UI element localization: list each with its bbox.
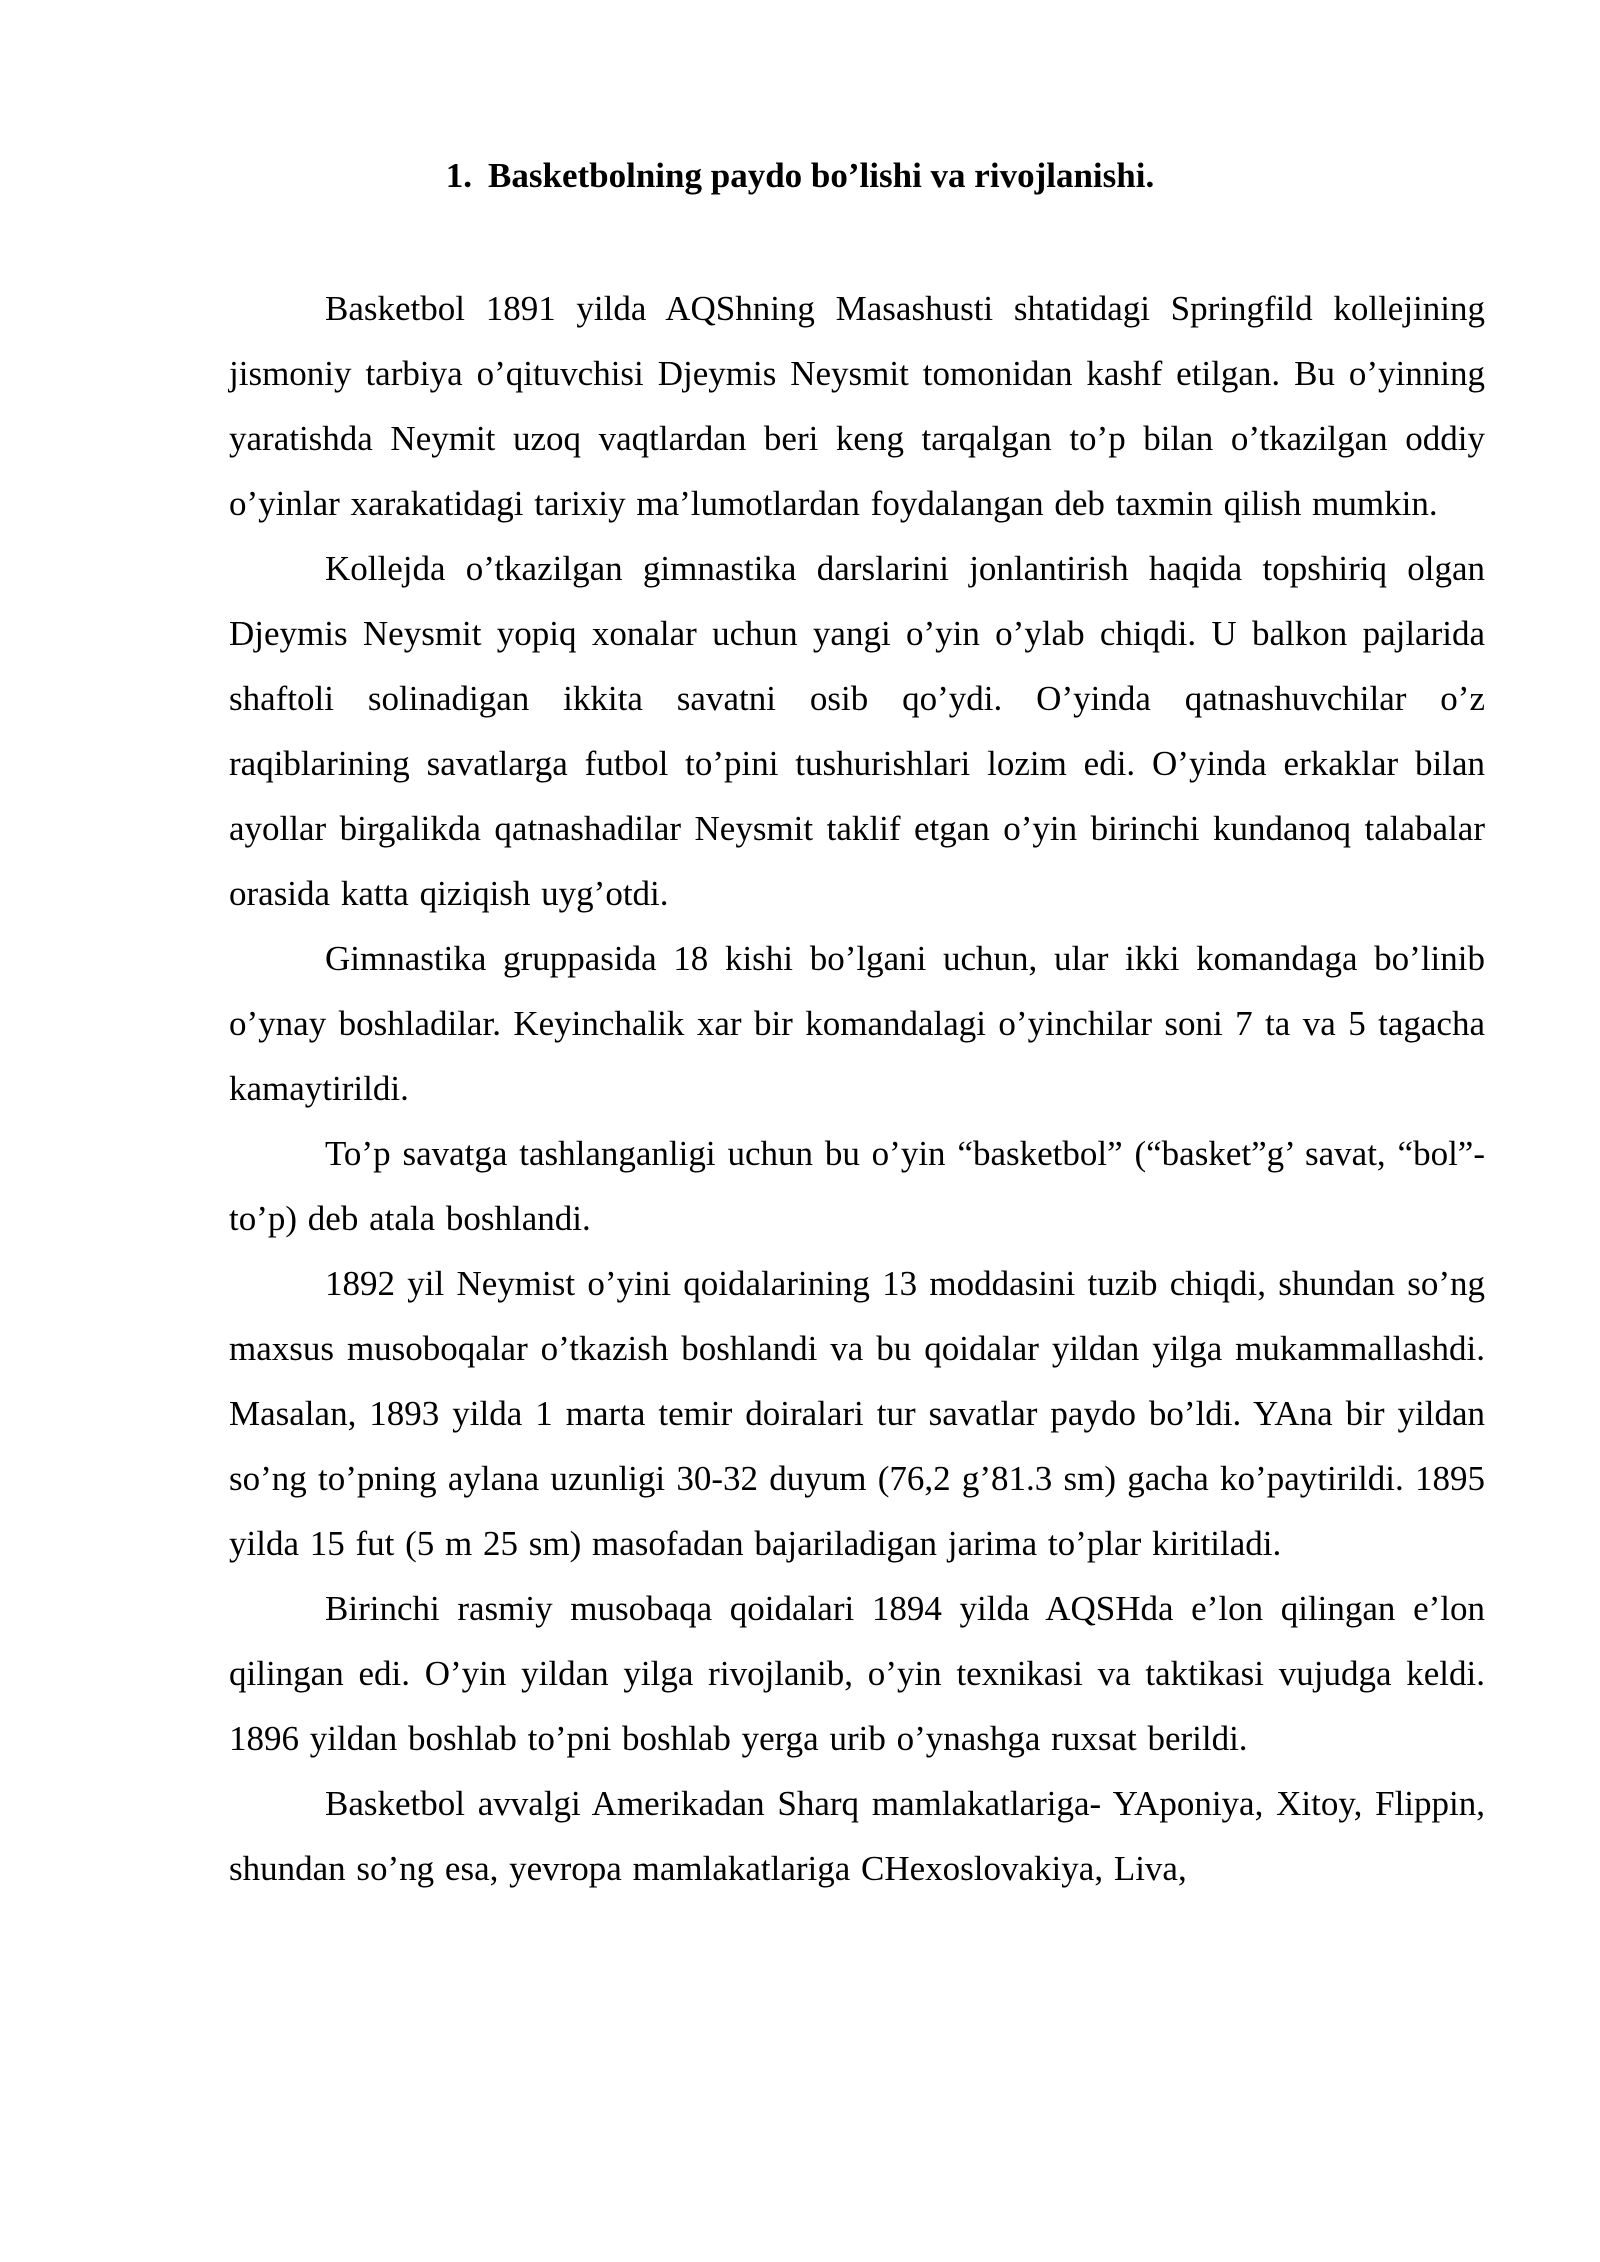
section-number: 1. bbox=[445, 156, 473, 195]
paragraph: Kollejda o’tkazilgan gimnastika darslarini jonlantirish haqida topshiriq olgan Djeymis Neysmit yopiq xonalar uchun yangi o’yin o’ylab chiqdi. U balkon pajlarida shaftoli solinadigan ikkita savatni osib qo’ydi. O’yinda qatnashuvchilar o’z raqiblarining savatlarga futbol to’pini tushurishlari lozim edi. O’yinda erkaklar bilan ayollar birgalikda qatnashadilar Neysmit taklif etgan o’yin birinchi kundanoq talabalar orasida katta qiziqish uyg’otdi. bbox=[229, 549, 1485, 913]
paragraph: To’p savatga tashlanganligi uchun bu o’yin “basketbol” (“basket”g’ savat, “bol”-to’p) deb atala boshlandi. bbox=[229, 1134, 1485, 1238]
paragraph: Birinchi rasmiy musobaqa qoidalari 1894 yilda AQSHda e’lon qilingan e’lon qilingan edi. O’yin yildan yilga rivojlanib, o’yin texnikasi va taktikasi vujudga keldi. 1896 yildan boshlab to’pni boshlab yerga urib o’ynashga ruxsat berildi. bbox=[229, 1589, 1485, 1758]
section-title: Basketbolning paydo bo’lishi va rivojlanishi. bbox=[488, 156, 1155, 195]
paragraph: Basketbol avvalgi Amerikadan Sharq mamlakatlariga- YAponiya, Xitoy, Flippin, shundan so’ng esa, yevropa mamlakatlariga CHexoslovakiya, Liva, bbox=[229, 1784, 1485, 1888]
section-heading bbox=[0, 150, 1600, 202]
paragraph: Basketbol 1891 yilda AQShning Masashusti shtatidagi Springfild kollejining jismoniy tarbiya o’qituvchisi Djeymis Neysmit tomonidan kashf etilgan. Bu o’yinning yaratishda Neymit uzoq vaqtlardan beri keng tarqalgan to’p bilan o’tkazilgan oddiy o’yinlar xarakatidagi tarixiy ma’lumotlardan foydalangan deb taxmin qilish mumkin. bbox=[229, 289, 1485, 523]
body-text bbox=[229, 276, 1485, 1901]
paragraph: Gimnastika gruppasida 18 kishi bo’lgani uchun, ular ikki komandaga bo’linib o’ynay boshladilar. Keyinchalik xar bir komandalagi o’yinchilar soni 7 ta va 5 tagacha kamaytirildi. bbox=[229, 939, 1485, 1108]
paragraph: 1892 yil Neymist o’yini qoidalarining 13 moddasini tuzib chiqdi, shundan so’ng maxsus musoboqalar o’tkazish boshlandi va bu qoidalar yildan yilga mukammallashdi. Masalan, 1893 yilda 1 marta temir doiralari tur savatlar paydo bo’ldi. YAna bir yildan so’ng to’pning aylana uzunligi 30-32 duyum (76,2 g’81.3 sm) gacha ko’paytirildi. 1895 yilda 15 fut (5 m 25 sm) masofadan bajariladigan jarima to’plar kiritiladi. bbox=[229, 1264, 1485, 1563]
